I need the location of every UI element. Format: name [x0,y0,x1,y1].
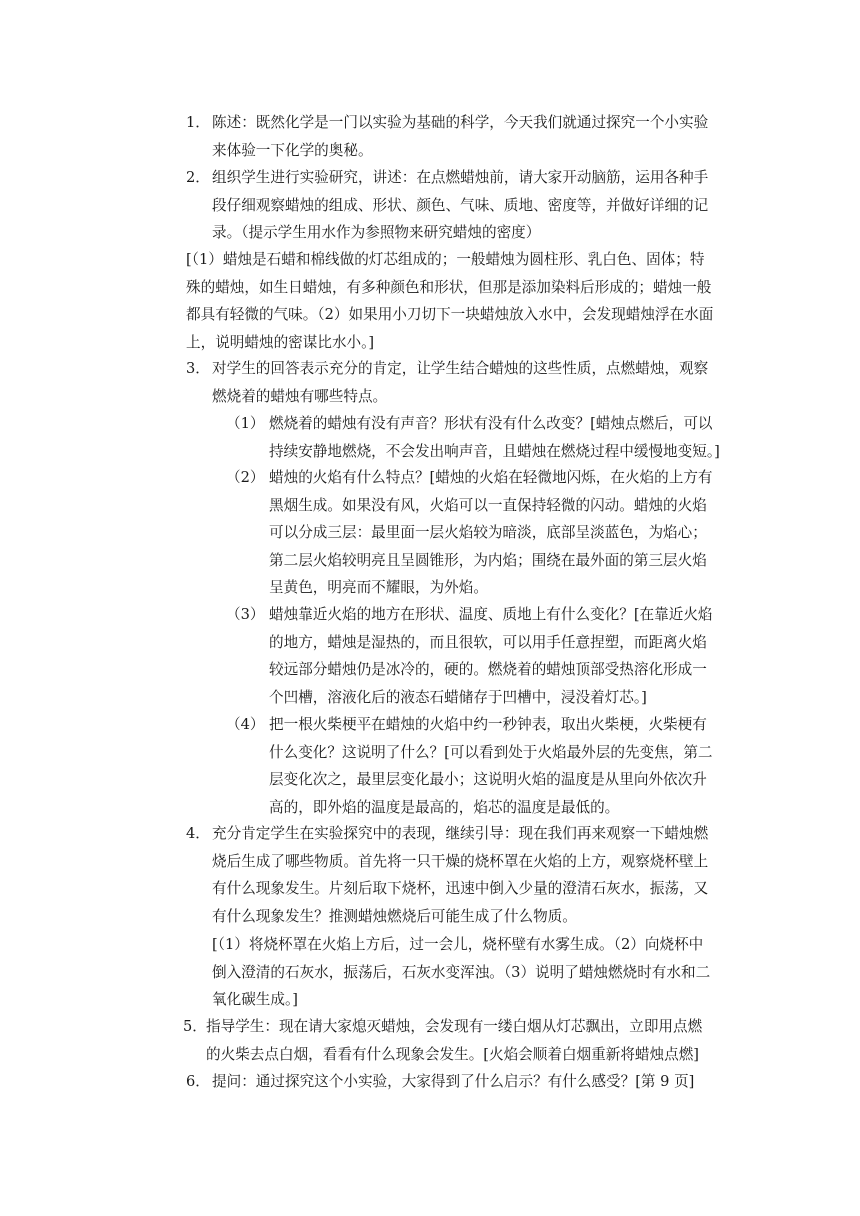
step-6 [186,1068,694,1096]
text-line: 蜡烛靠近火焰的地方在形状、温度、质地上有什么变化？[在靠近火焰 [269,606,713,623]
step-5 [183,1013,702,1068]
text-line: 录。（提示学生用水作为参照物来研究蜡烛的密度） [212,224,541,241]
text-line: 的地方，蜡烛是湿热的，而且很软，可以用手任意捏塑，而距离火焰 [269,633,707,651]
text-line: 氧化碳生成。] [212,991,298,1008]
text-line: 都具有轻微的气味。（2）如果用小刀切下一块蜡烛放入水中，会发现蜡烛浮在水面 [186,306,714,323]
text-line: 陈述：既然化学是一门以实验为基础的科学，今天我们就通过探究一个小实验 [212,114,709,131]
text-line: 第二层火焰较明亮且呈圆锥形，为内焰；围绕在最外面的第三层火焰 [269,551,707,569]
text-line: 持续安静地燃烧，不会发出响声音，且蜡烛在燃烧过程中缓慢地变短。] [269,442,720,460]
text-line: 燃烧着的蜡烛有哪些特点。 [212,387,388,405]
text-line: 呈黄色，明亮而不耀眼，为外焰。 [269,579,488,596]
substep-number: （2） [226,469,265,486]
substep-number: （3） [226,606,265,623]
step-number: 4． [186,825,210,842]
step-4 [186,820,708,930]
text-line: 有什么现象发生。片刻后取下烧杯，迅速中倒入少量的澄清石灰水，振荡，又 [212,880,709,897]
text-line: 什么变化？这说明了什么？[可以看到处于火焰最外层的先变焦，第二 [269,743,713,761]
text-line: 有什么现象发生？推测蜡烛燃烧后可能生成了什么物质。 [212,907,577,925]
substep-number: （4） [226,716,265,733]
text-line: 来体验一下化学的奥秘。 [212,141,373,159]
step-number: 5． [183,1018,207,1035]
text-line: 殊的蜡烛，如生日蜡烛，有多种颜色和形状，但那是添加染料后形成的；蜡烛一般 [186,278,712,296]
text-line: 较远部分蜡烛仍是冰冷的，硬的。燃烧着的蜡烛顶部受热溶化形成一 [269,661,707,678]
step-number: 3． [186,360,210,377]
text-line: 个凹槽，溶液化后的液态石蜡储存于凹槽中，浸没着灯芯。] [269,688,647,706]
text-line: 倒入澄清的石灰水，振荡后，石灰水变浑浊。（3）说明了蜡烛燃烧时有水和二 [212,963,711,981]
answer-block-1 [186,246,713,356]
text-line: 层变化次之，最里层变化最小；这说明火焰的温度是从里向外依次升 [269,771,707,788]
text-line: 对学生的回答表示充分的肯定，让学生结合蜡烛的这些性质，点燃蜡烛，观察 [212,360,709,377]
text-line: 提问：通过探究这个小实验，大家得到了什么启示？有什么感受？[第 9 页] [212,1073,695,1090]
substep-2 [226,464,713,602]
text-line: 蜡烛的火焰有什么特点？[蜡烛的火焰在轻微地闪烁，在火焰的上方有 [269,469,713,486]
substep-4 [226,711,713,821]
step-2 [186,164,708,247]
step-number: 6． [186,1073,210,1090]
text-line: 上，说明蜡烛的密谋比水小。] [186,333,375,351]
text-line: 段仔细观察蜡烛的组成、形状、颜色、气味、质地、密度等，并做好详细的记 [212,196,709,214]
text-line: 的火柴去点白烟，看看有什么现象会发生。[火焰会顺着白烟重新将蜡烛点燃] [206,1045,699,1063]
step-3 [186,355,708,410]
text-line: 可以分成三层：最里面一层火焰较为暗淡，底部呈淡蓝色，为焰心； [269,524,707,541]
text-line: 把一根火柴梗平在蜡烛的火焰中约一秒钟表，取出火柴梗，火柴梗有 [269,716,707,733]
text-line: 指导学生：现在请大家熄灭蜡烛，会发现有一缕白烟从灯芯飘出，立即用点燃 [206,1018,703,1035]
text-line: 燃烧着的蜡烛有没有声音？形状有没有什么改变？[蜡烛点燃后，可以 [269,415,713,432]
text-line: 高的，即外焰的温度是最高的，焰芯的温度是最低的。 [269,798,620,816]
answer-block-2 [212,931,710,1014]
text-line: [（1）将烧杯罩在火焰上方后，过一会儿，烧杯壁有水雾生成。（2）向烧杯中 [212,936,704,953]
step-1 [186,109,708,164]
text-line: 组织学生进行实验研究，讲述：在点燃蜡烛前，请大家开动脑筋，运用各种手 [212,169,709,186]
text-line: 充分肯定学生在实验探究中的表现，继续引导：现在我们再来观察一下蜡烛燃 [212,825,709,842]
substep-3 [226,601,713,711]
text-line: 烧后生成了哪些物质。首先将一只干燥的烧杯罩在火焰的上方，观察烧杯壁上 [212,852,709,870]
step-number: 1． [186,114,210,131]
substep-1 [226,410,720,465]
substep-number: （1） [226,415,265,432]
text-line: [（1）蜡烛是石蜡和棉线做的灯芯组成的；一般蜡烛为圆柱形、乳白色、固体；特 [186,251,705,268]
text-line: 黑烟生成。如果没有风，火焰可以一直保持轻微的闪动。蜡烛的火焰 [269,496,707,514]
step-number: 2． [186,169,210,186]
